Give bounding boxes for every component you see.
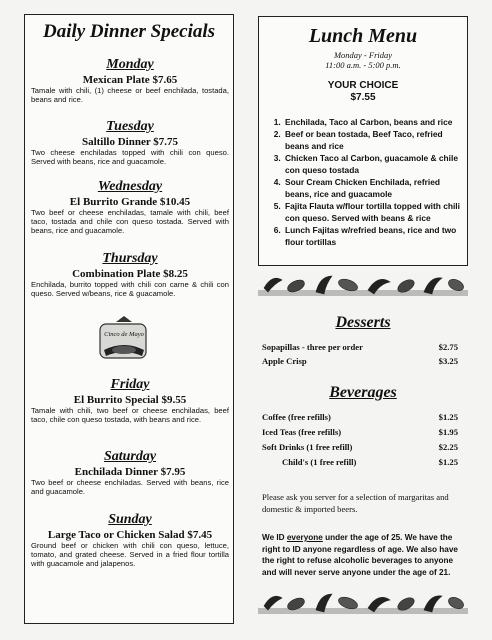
dish-description: Tamale with chili, (1) cheese or beef enchilada, tostada, beans and rice.: [31, 86, 229, 105]
beverage-row: [262, 427, 458, 437]
cinco-de-mayo-logo: [98, 314, 150, 366]
dish-name: El Burrito Special $9.55: [73, 394, 187, 406]
special-wednesday: [31, 179, 229, 236]
beverage-name: Soft Drinks (1 free refill): [262, 442, 353, 452]
day-label: Wednesday: [97, 179, 163, 194]
dessert-price: $3.25: [438, 356, 458, 366]
desserts-title: Desserts: [335, 314, 391, 331]
id-policy-post: under the age of 25. We have the right to ID anyone regardless of age. We also have the right to refuse alcoholic beverages to anyone and will never serve anyone under the age of 21.: [262, 533, 458, 577]
special-friday: [31, 377, 229, 424]
day-label: Friday: [110, 377, 150, 392]
lunch-item: 1. Enchilada, Taco al Carbon, beans and rice: [283, 116, 461, 128]
dish-description: Enchilada, burrito topped with chili con carne & chili con queso. Served w/beans, rice & guacamole.: [31, 280, 229, 299]
lunch-items-list: [265, 116, 461, 248]
beverage-row: [262, 412, 458, 422]
dish-name: Saltillo Dinner $7.75: [81, 136, 179, 148]
lunch-item: 2. Beef or bean tostada, Beef Taco, refried beans and rice: [283, 128, 461, 152]
id-policy-note: [262, 532, 468, 578]
lunch-title: Lunch Menu: [308, 25, 418, 47]
day-label: Monday: [106, 57, 154, 72]
special-saturday: [31, 449, 229, 496]
dish-description: Ground beef or chicken with chili con queso, lettuce, tomato, and grated cheese. Served in a fried flour tortilla with guacamole and jalapenos.: [31, 541, 229, 569]
lunch-item: 5. Fajita Flauta w/flour tortilla topped with chili con queso. Served with beans & rice: [283, 200, 461, 224]
beverage-price: $1.25: [438, 457, 458, 467]
dish-name: Large Taco or Chicken Salad $7.45: [47, 529, 213, 541]
lunch-menu-panel: [258, 16, 468, 266]
dish-description: Two beef or cheese enchiladas. Served with beans, rice and guacamole.: [31, 478, 229, 497]
special-tuesday: [31, 119, 229, 166]
beverage-price: $2.25: [438, 442, 458, 452]
chili-pepper-border-top: [258, 270, 468, 298]
dish-name: Mexican Plate $7.65: [82, 74, 178, 86]
day-label: Tuesday: [106, 119, 154, 134]
dessert-row: [262, 342, 458, 352]
beverage-row: [262, 457, 458, 467]
dish-name: El Burrito Grande $10.45: [69, 196, 191, 208]
dish-description: Tamale with chili, two beef or cheese enchiladas, beef taco, chile con queso tostada, with beans and rice.: [31, 406, 229, 425]
beverages-title: Beverages: [329, 384, 397, 401]
dinner-title: Daily Dinner Specials: [42, 21, 216, 42]
lunch-hours: 11:00 a.m. - 5:00 p.m.: [325, 60, 401, 70]
beverage-name: Coffee (free refills): [262, 412, 331, 422]
special-thursday: [31, 251, 229, 298]
dessert-name: Apple Crisp: [262, 356, 307, 366]
dish-name: Combination Plate $8.25: [72, 268, 188, 280]
day-label: Saturday: [103, 449, 157, 464]
id-policy-pre: We ID: [262, 533, 287, 542]
id-policy-everyone: everyone: [286, 533, 323, 542]
beverage-name: Iced Teas (free refills): [262, 427, 342, 437]
choice-price: $7.55: [350, 92, 376, 103]
beverage-row: [262, 442, 458, 452]
beverage-price: $1.95: [438, 427, 458, 437]
drinks-note: Please ask you server for a selection of margaritas and domestic & imported beers.: [262, 492, 449, 514]
svg-text:Cinco de Mayo: [104, 331, 144, 338]
lunch-item: 6. Lunch Fajitas w/refried beans, rice and two flour tortillas: [283, 224, 461, 248]
dessert-name: Sopapillas - three per order: [262, 342, 363, 352]
dessert-row: [262, 356, 458, 366]
lunch-item: 3. Chicken Taco al Carbon, guacamole & chile con queso tostada: [283, 152, 461, 176]
special-monday: [31, 57, 229, 104]
lunch-item: 4. Sour Cream Chicken Enchilada, refried beans, rice and guacamole: [283, 176, 461, 200]
dish-description: Two beef or cheese enchiladas, tamale with chili, beef taco, tostada and chile con queso tostada. Served with beans, rice and guacamole.: [31, 208, 229, 236]
choice-label: YOUR CHOICE: [327, 80, 399, 91]
day-label: Thursday: [102, 251, 158, 266]
beverage-price: $1.25: [438, 412, 458, 422]
lunch-choice: [265, 80, 461, 104]
dish-name: Enchilada Dinner $7.95: [74, 466, 186, 478]
dish-description: Two cheese enchiladas topped with chili con queso. Served with beans, rice and guacamole.: [31, 148, 229, 167]
dessert-price: $2.75: [438, 342, 458, 352]
logo-text: Cinco de Mayo: [104, 331, 144, 338]
beverage-name: Child's (1 free refill): [282, 457, 357, 467]
special-sunday: [31, 512, 229, 569]
lunch-days: Monday - Friday: [333, 50, 393, 60]
chili-pepper-border-bottom: [258, 588, 468, 616]
day-label: Sunday: [108, 512, 152, 527]
